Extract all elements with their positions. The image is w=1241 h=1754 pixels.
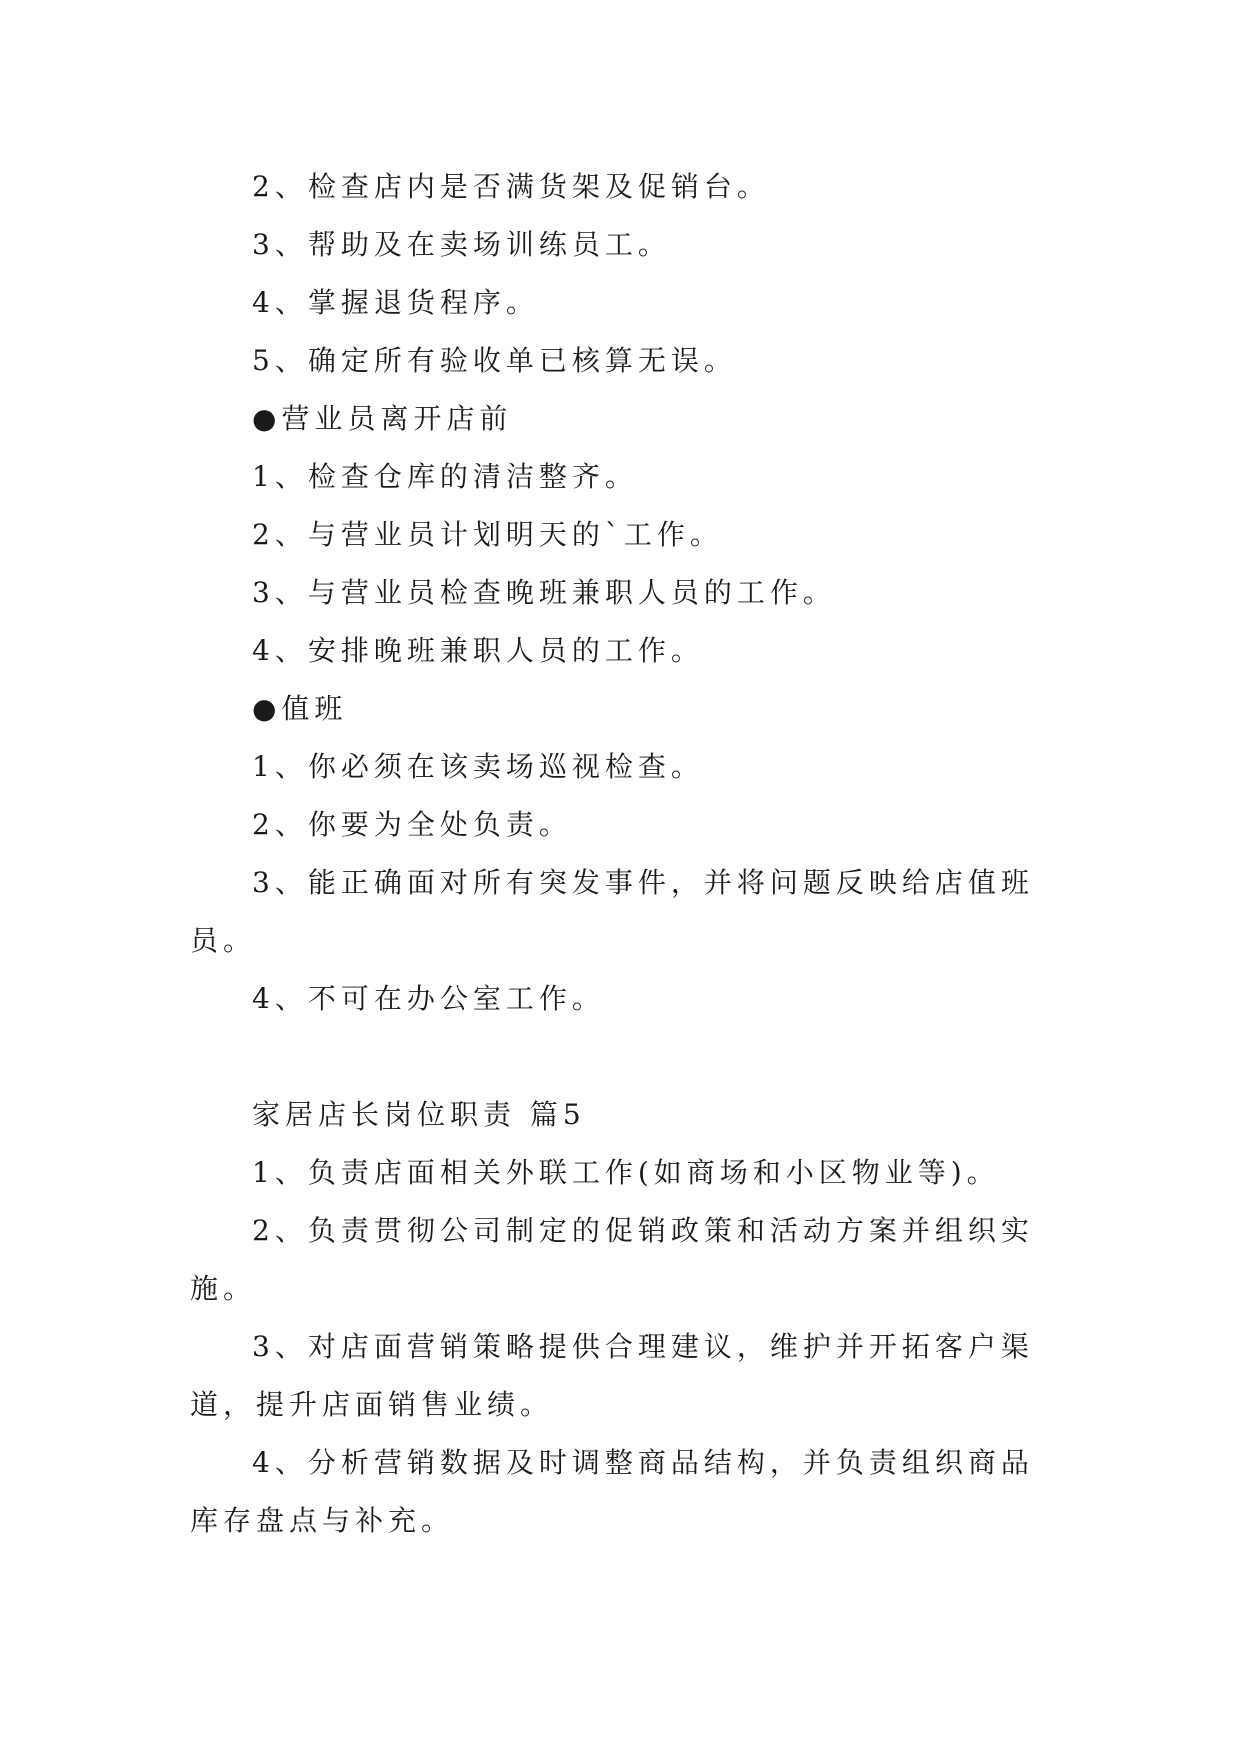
paragraph: 1、检查仓库的清洁整齐。 (252, 460, 638, 493)
section-title: 家居店长岗位职责 篇5 (252, 1098, 586, 1131)
paragraph: 4、不可在办公室工作。 (252, 982, 605, 1015)
spacer (190, 1028, 1050, 1086)
paragraph: 4、安排晚班兼职人员的工作。 (252, 634, 704, 667)
paragraph: 4、掌握退货程序。 (252, 286, 539, 319)
paragraph: 5、确定所有验收单已核算无误。 (252, 344, 737, 377)
paragraph: 3、帮助及在卖场训练员工。 (252, 228, 671, 261)
paragraph: 2、你要为全处负责。 (252, 808, 572, 841)
paragraph: 3、对店面营销策略提供合理建议，维护并开拓客户渠道，提升店面销售业绩。 (190, 1330, 1034, 1421)
paragraph: 3、能正确面对所有突发事件，并将问题反映给店值班员。 (190, 866, 1034, 957)
document-body (190, 158, 1050, 1550)
paragraph: 2、负责贯彻公司制定的促销政策和活动方案并组织实施。 (190, 1214, 1034, 1305)
paragraph: 1、你必须在该卖场巡视检查。 (252, 750, 704, 783)
paragraph: 2、与营业员计划明天的`工作。 (252, 518, 723, 551)
subheading: ●值班 (252, 692, 348, 725)
paragraph: 1、负责店面相关外联工作(如商场和小区物业等)。 (252, 1156, 1000, 1189)
paragraph: 4、分析营销数据及时调整商品结构，并负责组织商品库存盘点与补充。 (190, 1446, 1034, 1537)
paragraph: 3、与营业员检查晚班兼职人员的工作。 (252, 576, 836, 609)
subheading: ●营业员离开店前 (252, 402, 513, 435)
paragraph: 2、检查店内是否满货架及促销台。 (252, 170, 770, 203)
